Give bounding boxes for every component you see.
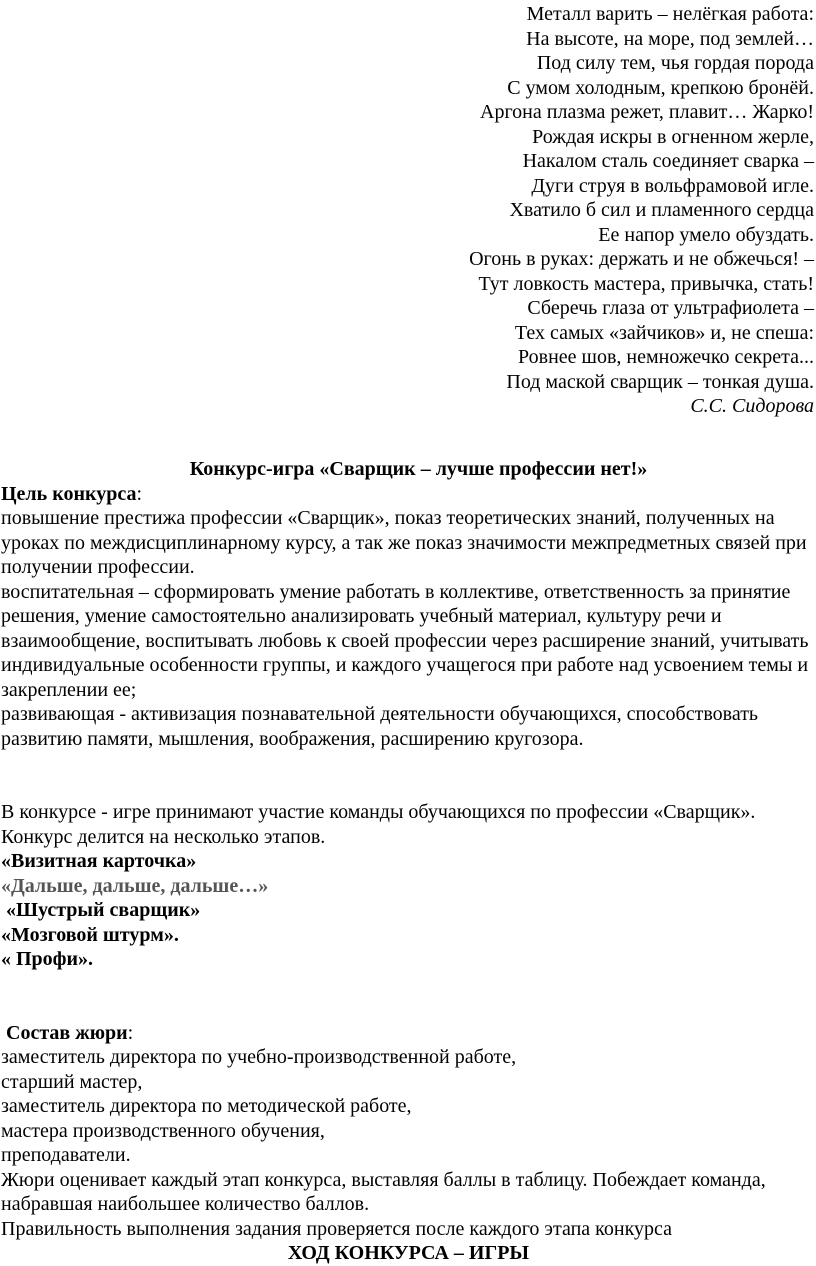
spacer <box>1 751 816 800</box>
epigraph-poem <box>469 2 814 419</box>
stages-intro: Конкурс делится на несколько этапов. <box>1 825 326 848</box>
stage-item: «Дальше, дальше, дальше…» <box>1 874 269 897</box>
poem-line: Металл варить – нелёгкая работа: <box>526 3 814 25</box>
poem-line: Тут ловкость мастера, привычка, стать! <box>478 272 814 295</box>
contest-body <box>1 457 816 1266</box>
section-title: ХОД КОНКУРСА – ИГРЫ <box>287 1242 530 1264</box>
stage-item: « Профи». <box>1 948 94 970</box>
jury-member: заместитель директора по учебно-производственной работе, <box>1 1046 517 1068</box>
jury-member: старший мастер, <box>1 1070 143 1093</box>
poem-author: С.С. Сидорова <box>690 395 814 417</box>
poem-line: Тех самых «зайчиков» и, не спеша: <box>514 321 814 344</box>
checking-text: Правильность выполнения задания проверяется после каждого этапа конкурса <box>1 1217 672 1240</box>
spacer <box>1 972 816 1021</box>
poem-line: Ровнее шов, немножечко секрета... <box>518 346 814 368</box>
poem-line: Огонь в руках: держать и не обжечься! – <box>469 248 814 270</box>
poem-line: Рождая искры в огненном жерле, <box>532 125 814 148</box>
jury-heading <box>1 1021 816 1046</box>
poem-line: На высоте, на море, под землей… <box>526 27 814 50</box>
poem-line: Сберечь глаза от ультрафиолета – <box>527 297 814 319</box>
goal-text: повышение престижа профессии «Сварщик», показ теоретических знаний, полученных на уроках по междисциплинарному курсу, а так же показ значимости межпредметных связей при получении профессии. <box>1 507 807 578</box>
jury-colon: : <box>127 1021 134 1044</box>
jury-label: Состав жюри <box>1 1021 128 1044</box>
scoring-text: Жюри оценивает каждый этап конкурса, выставляя баллы в таблицу. Побеждает команда, набравшая наибольшее количество баллов. <box>1 1168 766 1215</box>
poem-line: Накалом сталь соединяет сварка – <box>522 150 814 172</box>
participants-text: В конкурсе - игре принимают участие команды обучающихся по профессии «Сварщик». <box>1 801 756 823</box>
poem-line: Под маской сварщик – тонкая душа. <box>506 370 814 393</box>
goal-label: Цель конкурса <box>1 482 137 505</box>
jury-member: преподаватели. <box>1 1144 131 1166</box>
educational-goal: воспитательная – сформировать умение работать в коллективе, ответственность за принятие решения, умение самостоятельно анализировать учебный материал, культуру речи и взаимообщение, воспитывать любовь к своей профессии через расширение знаний, учитывать индивидуальные особенности группы, и каждого учащегося при работе над усвоением темы и закреплении ее; <box>1 580 809 701</box>
jury-member: заместитель директора по методической работе, <box>1 1095 412 1117</box>
poem-line: С умом холодным, крепкою бронёй. <box>507 76 814 99</box>
stage-item: «Мозговой штурм». <box>1 923 179 946</box>
poem-line: Аргона плазма режет, плавит… Жарко! <box>480 101 814 123</box>
goal-colon: : <box>136 482 143 505</box>
jury-member: мастера производственного обучения, <box>1 1119 325 1142</box>
stage-item: «Шустрый сварщик» <box>1 899 201 921</box>
developing-goal: развивающая - активизация познавательной деятельности обучающихся, способствовать развитию памяти, мышления, воображения, расширению кругозора. <box>1 703 759 750</box>
contest-title: Конкурс-игра «Сварщик – лучше профессии нет!» <box>189 458 648 480</box>
poem-line: Под силу тем, чья гордая порода <box>536 52 814 74</box>
poem-line: Дуги струя в вольфрамовой игле. <box>531 174 814 197</box>
poem-line: Хватило б сил и пламенного сердца <box>509 199 814 221</box>
poem-line: Ее напор умело обуздать. <box>598 223 814 246</box>
stage-item: «Визитная карточка» <box>1 850 197 872</box>
goal-heading <box>1 482 816 507</box>
